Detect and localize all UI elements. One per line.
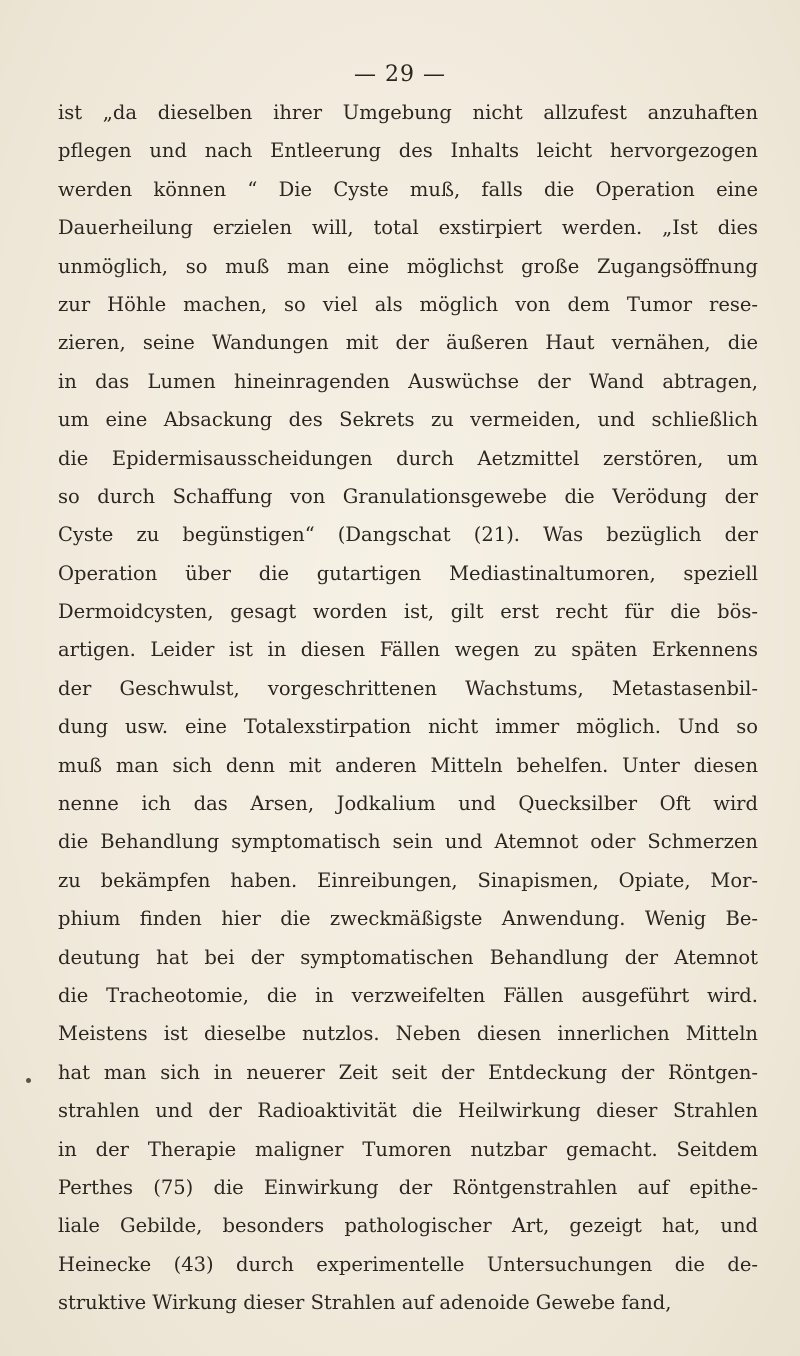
text-line: nenne ich das Arsen, Jodkalium und Quecksilber Oft wird — [58, 792, 758, 816]
text-line: strahlen und der Radioaktivität die Heilwirkung dieser Strahlen — [58, 1099, 758, 1123]
text-line: zieren, seine Wandungen mit der äußeren Haut vernähen, die — [58, 331, 758, 355]
text-line: die Behandlung symptomatisch sein und Atemnot oder Schmerzen — [58, 830, 758, 854]
text-line: pflegen und nach Entleerung des Inhalts leicht hervorgezogen — [58, 139, 758, 163]
text-line: Dauerheilung erzielen will, total exstirpiert werden. „Ist dies — [58, 216, 758, 240]
text-line: deutung hat bei der symptomatischen Behandlung der Atemnot — [58, 945, 758, 969]
text-line: der Geschwulst, vorgeschrittenen Wachstums, Metastasenbil- — [58, 676, 758, 700]
text-line: Meistens ist dieselbe nutzlos. Neben diesen innerlichen Mitteln — [58, 1022, 758, 1046]
ink-spot — [26, 1078, 31, 1083]
text-line: die Epidermisausscheidungen durch Aetzmittel zerstören, um — [58, 446, 758, 470]
page-number: — 29 — — [354, 62, 446, 87]
text-line: zu bekämpfen haben. Einreibungen, Sinapismen, Opiate, Mor- — [58, 868, 758, 892]
text-line: liale Gebilde, besonders pathologischer Art, gezeigt hat, und — [58, 1214, 758, 1238]
text-line: Dermoidcysten, gesagt worden ist, gilt erst recht für die bös- — [58, 600, 758, 624]
text-line: dung usw. eine Totalexstirpation nicht immer möglich. Und so — [58, 715, 758, 739]
text-line: zur Höhle machen, so viel als möglich von dem Tumor rese- — [58, 292, 758, 316]
text-line: Cyste zu begünstigen“ (Dangschat (21). Was bezüglich der — [58, 523, 758, 547]
text-line: in das Lumen hineinragenden Auswüchse der Wand abtragen, — [58, 369, 758, 393]
text-line: um eine Absackung des Sekrets zu vermeiden, und schließlich — [58, 408, 758, 432]
text-line: Heinecke (43) durch experimentelle Untersuchungen die de- — [58, 1252, 758, 1276]
text-line: muß man sich denn mit anderen Mitteln behelfen. Unter diesen — [58, 753, 758, 777]
text-line: phium finden hier die zweckmäßigste Anwendung. Wenig Be- — [58, 907, 758, 931]
text-line: artigen. Leider ist in diesen Fällen wegen zu späten Erkennens — [58, 638, 758, 662]
text-line: Perthes (75) die Einwirkung der Röntgenstrahlen auf epithe- — [58, 1175, 758, 1199]
body-text — [58, 94, 758, 1323]
text-line: die Tracheotomie, die in verzweifelten Fällen ausgeführt wird. — [58, 983, 758, 1007]
text-line: hat man sich in neuerer Zeit seit der Entdeckung der Röntgen- — [58, 1060, 758, 1084]
text-line: werden können “ Die Cyste muß, falls die Operation eine — [58, 177, 758, 201]
text-line: so durch Schaffung von Granulationsgewebe die Verödung der — [58, 484, 758, 508]
text-line: in der Therapie maligner Tumoren nutzbar gemacht. Seitdem — [58, 1137, 758, 1161]
text-line: Operation über die gutartigen Mediastinaltumoren, speziell — [58, 561, 758, 585]
text-line: ist „da dieselben ihrer Umgebung nicht allzufest anzuhaften — [58, 101, 758, 124]
text-line: unmöglich, so muß man eine möglichst große Zugangsöffnung — [58, 254, 758, 278]
text-line: struktive Wirkung dieser Strahlen auf adenoide Gewebe fand, — [58, 1291, 672, 1315]
